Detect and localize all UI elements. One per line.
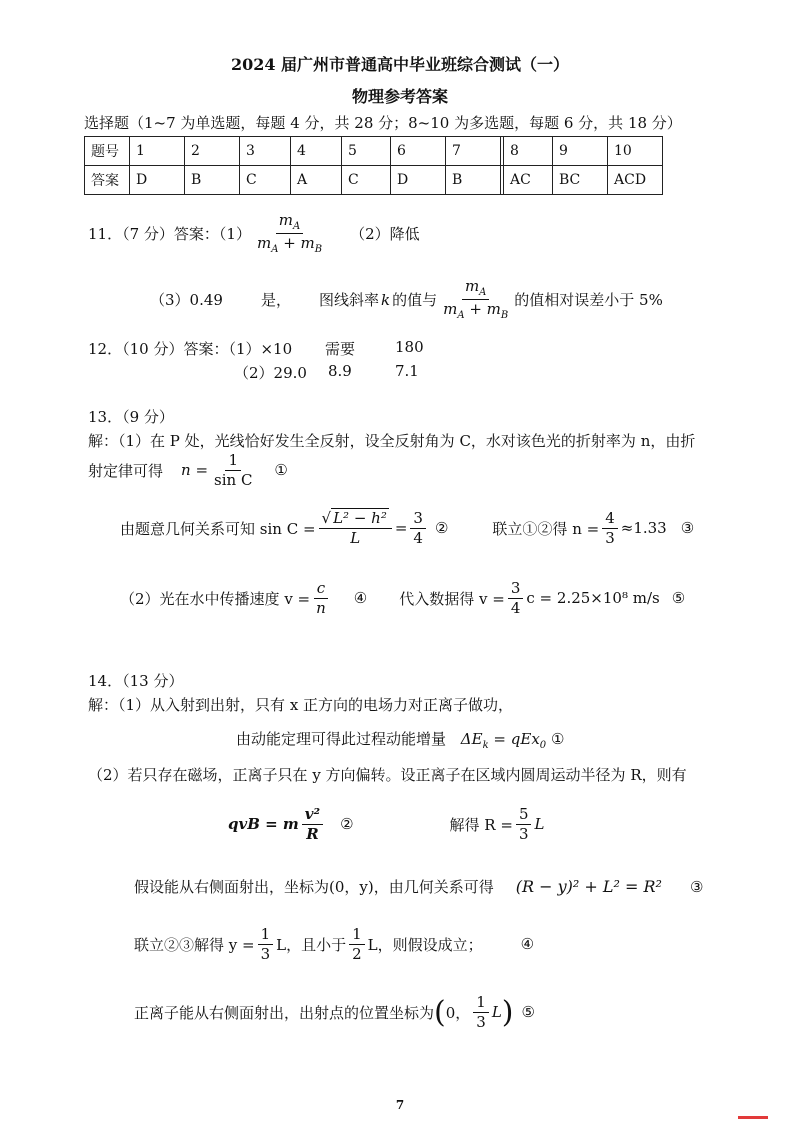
table-cell: C: [240, 166, 291, 195]
q14-frac-4: [349, 926, 365, 962]
q14-eq1-rhs-sub: 0: [539, 740, 547, 751]
table-cell: 1: [130, 137, 185, 166]
table-cell: 3: [240, 137, 291, 166]
q13-line2: [88, 452, 288, 488]
q14-frac-3: [258, 926, 274, 962]
q14-f1-den: R: [306, 824, 319, 843]
q11-den-b: m: [300, 234, 315, 252]
table-cell: 9: [553, 137, 608, 166]
q14-geo-eq: (R − y)² + L² = R²: [515, 877, 662, 896]
q11-num-sub: A: [293, 221, 301, 232]
q12-b3: 7.1: [395, 362, 419, 380]
q13-marker-1: ①: [274, 461, 288, 479]
q14-combine-b: L，且小于: [276, 935, 347, 954]
q14-line7: [134, 994, 535, 1030]
q14-combine-a: 联立②③解得 y =: [134, 935, 255, 954]
table-cell: 2: [185, 137, 240, 166]
q14-line1: 解：（1）从入射到出射，只有 x 正方向的电场力对正离子做功，: [88, 696, 514, 714]
table-cell: 题号: [85, 137, 130, 166]
q13-line3: [120, 510, 694, 546]
q14-qvb: qvB = m: [228, 815, 299, 833]
q14-eq1-rhs: = qEx: [488, 730, 540, 748]
q14-head: 14．（13 分）: [88, 672, 184, 690]
q13-f3-den: 4: [413, 528, 423, 547]
q13-frac-5: [313, 580, 329, 616]
q11-den-a-2: m: [443, 300, 458, 318]
q11-den-plus: +: [278, 234, 301, 252]
q14-line2-group: [236, 728, 564, 751]
q13-f4-num: 4: [602, 510, 618, 529]
q13-n-eq: n =: [181, 461, 209, 479]
q13-geo: 由题意几何关系可知 sin C =: [120, 519, 316, 538]
q11-part3-k: k: [380, 290, 391, 309]
q13-marker-3: ③: [680, 519, 695, 537]
q13-frac-3: [410, 510, 426, 546]
q14-lparen: (: [434, 994, 446, 1030]
q14-marker-2: ②: [340, 815, 354, 833]
q13-f4-den: 3: [605, 528, 615, 547]
q14-solve: 解得 R =: [449, 815, 513, 834]
q13-f6-num: 3: [508, 580, 524, 599]
q14-frac-1: [302, 806, 323, 842]
q11-line2: [150, 278, 663, 321]
choice-intro: 选择题（1~7 为单选题，每题 4 分，共 28 分；8~10 为多选题，每题 6 分，共 18 分）: [84, 114, 682, 132]
q13-sqrt-body: L² − h²: [333, 509, 387, 527]
q14-marker-4: ④: [520, 935, 535, 953]
q13-marker-4: ④: [353, 589, 368, 607]
q14-eq1-lhs: ΔE: [460, 730, 483, 748]
table-cell: D: [130, 166, 185, 195]
table-cell: 7: [446, 137, 501, 166]
q13-f2-den: L: [350, 528, 361, 547]
q13-f1-den: sin C: [214, 470, 253, 489]
q13-approx: ≈1.33: [620, 519, 667, 537]
q11-num-2: m: [464, 277, 480, 295]
q13-f6-den: 4: [510, 598, 521, 617]
q14-coord-L: L: [491, 1003, 502, 1021]
table-cell: A: [291, 166, 342, 195]
q11-den-a-sub: A: [271, 244, 279, 255]
q14-eq1-sub: k: [482, 740, 489, 751]
table-row-questions: [85, 137, 663, 166]
q11-den-a-sub-2: A: [457, 310, 465, 321]
q13-combine: 联立①②得 n =: [492, 519, 600, 538]
table-cell: C: [342, 166, 391, 195]
q14-eq1: [460, 730, 547, 751]
q13-marker-2: ②: [434, 519, 449, 537]
q14-line3: （2）若只存在磁场，正离子只在 y 方向偏转。设正离子在区域内圆周运动半径为 R，则有: [88, 766, 687, 784]
q11-num: m: [278, 211, 294, 229]
table-cell: 6: [391, 137, 446, 166]
table-cell: 10: [608, 137, 663, 166]
q12-head: 12．（10 分）答案：（1）×10: [88, 340, 293, 358]
q13-frac-4: [602, 510, 618, 546]
q11-part2: （2）降低: [350, 225, 420, 243]
q14-coord-0: 0，: [445, 1003, 471, 1022]
q12-a2: 需要: [325, 340, 356, 358]
table-cell: B: [185, 166, 240, 195]
q14-f2-num: 5: [516, 806, 532, 825]
q11-den-plus-2: +: [464, 300, 487, 318]
q11-fraction: [254, 212, 325, 255]
q12-b2: 8.9: [328, 362, 352, 380]
page-subtitle: 物理参考答案: [351, 87, 448, 106]
table-cell: BC: [553, 166, 608, 195]
q11-line1: [88, 212, 420, 255]
q14-line6: [134, 926, 534, 962]
q13-result: c = 2.25×10⁸ m/s: [526, 589, 660, 607]
page-number: 7: [395, 1098, 405, 1112]
q14-f5-num: 1: [473, 994, 489, 1013]
q11-part3-a: （3）0.49: [150, 291, 223, 309]
q13-frac-1: [211, 452, 255, 488]
q13-head: 13．（9 分）: [88, 408, 174, 426]
q14-marker-5: ⑤: [521, 1003, 535, 1021]
q14-exit-a: 正离子能从右侧面射出，出射点的位置坐标为: [134, 1003, 435, 1022]
q11-head: 11．（7 分）答案：（1）: [88, 225, 251, 243]
q11-part3-d: 的值与: [392, 291, 438, 309]
table-cell: 4: [291, 137, 342, 166]
q12-a3: 180: [395, 338, 424, 356]
q14-line2: 由动能定理可得此过程动能增量: [236, 730, 447, 748]
table-cell: 答案: [85, 166, 130, 195]
q12-row2: （2）29.0: [234, 364, 307, 382]
q14-f3-num: 1: [258, 926, 274, 945]
table-cell: 8: [504, 137, 553, 166]
q14-f5-den: 3: [476, 1012, 486, 1031]
q13-frac-6: [508, 580, 524, 616]
q13-eq: =: [394, 519, 408, 537]
table-cell: ACD: [608, 166, 663, 195]
answer-table: [84, 136, 663, 195]
q14-assume: 假设能从右侧面射出，坐标为(0，y)，由几何关系可得: [134, 878, 494, 896]
q14-f1-num: v²: [302, 806, 323, 825]
q11-den-b-2: m: [486, 300, 501, 318]
q11-part3-c: 图线斜率: [318, 291, 379, 309]
q13-marker-5: ⑤: [671, 589, 686, 607]
q13-part2: （2）光在水中传播速度 v =: [120, 589, 311, 608]
q13-f3-num: 3: [410, 510, 426, 529]
q14-f3-den: 3: [260, 944, 271, 963]
q14-marker-1: ①: [550, 730, 565, 748]
q13-f5-num: c: [314, 580, 328, 599]
q11-den-b-sub: B: [314, 244, 323, 255]
q13-substitute: 代入数据得 v =: [399, 589, 505, 608]
table-cell: AC: [504, 166, 553, 195]
red-mark-decoration: [738, 1116, 768, 1119]
table-cell: 5: [342, 137, 391, 166]
q11-num-sub-2: A: [479, 287, 487, 298]
table-cell: D: [391, 166, 446, 195]
page-title: 2024 届广州市普通高中毕业班综合测试（一）: [230, 55, 570, 74]
q13-f1-num: 1: [225, 452, 241, 471]
q14-frac-5: [473, 994, 489, 1030]
table-cell: B: [446, 166, 501, 195]
q14-L: L: [534, 815, 545, 833]
q13-frac-2: [319, 510, 392, 546]
q13-line1: 解：（1）在 P 处，光线恰好发生全反射，设全反射角为 C，水对该色光的折射率为 n，由折: [88, 432, 696, 450]
q13-f5-den: n: [316, 598, 326, 617]
q14-combine-c: L，则假设成立；: [367, 935, 483, 954]
q13-line4: [120, 580, 685, 616]
q11-fraction-2: [440, 278, 511, 321]
q11-den-b-sub-2: B: [500, 310, 509, 321]
q14-rparen: ): [501, 994, 514, 1030]
q11-part3-e: 的值相对误差小于 5%: [514, 291, 663, 309]
q14-f4-den: 2: [352, 944, 362, 963]
q11-den-a: m: [256, 234, 272, 252]
q14-marker-3: ③: [689, 877, 704, 896]
q14-frac-2: [516, 806, 532, 842]
sqrt-icon: √: [321, 509, 332, 527]
q14-line4: [228, 806, 544, 842]
q14-line5: [134, 876, 703, 897]
q14-f2-den: 3: [518, 824, 529, 843]
q13-line2-text: 射定律可得: [88, 461, 164, 480]
table-row-answers: [85, 166, 663, 195]
q11-part3-b: 是，: [260, 291, 291, 309]
q14-f4-num: 1: [349, 926, 365, 945]
